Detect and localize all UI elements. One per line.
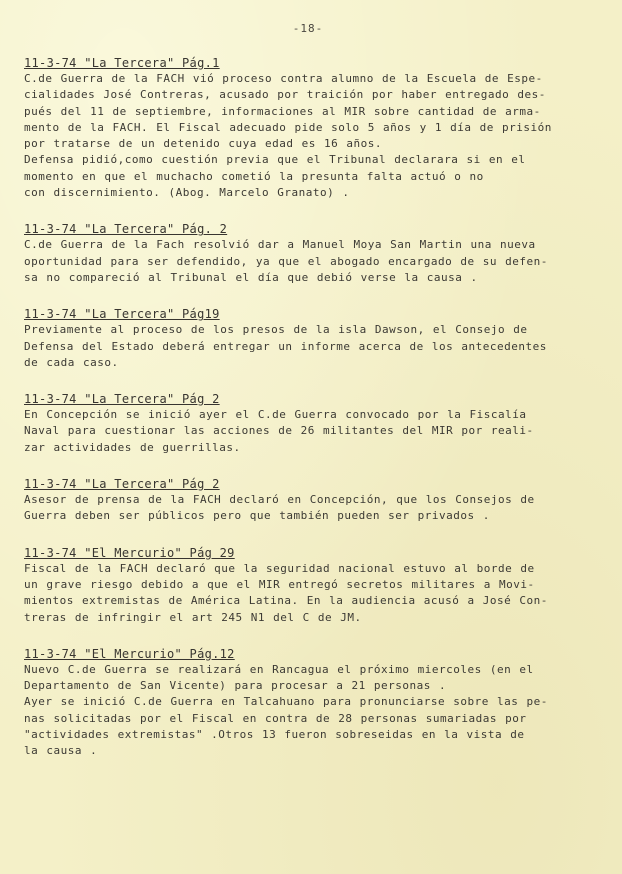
entry-heading: 11-3-74 "La Tercera" Pág19 [24, 307, 220, 322]
news-entry [24, 221, 592, 286]
news-entry [24, 646, 592, 760]
news-entry [24, 391, 592, 456]
entry-heading: 11-3-74 "El Mercurio" Pág 29 [24, 545, 235, 560]
entry-heading: 11-3-74 "El Mercurio" Pág.12 [24, 646, 235, 661]
entry-body: Fiscal de la FACH declaró que la seguridad nacional estuvo al borde de un grave riesgo debido a que el MIR entregó secretos militares a Movi- mientos extremistas de América Latina. En la audiencia acusó a José Con- treras de infringir el art 245 N1 del C de JM. [24, 561, 548, 624]
news-entry [24, 545, 592, 626]
entry-body: Nuevo C.de Guerra se realizará en Rancagua el próximo miercoles (en el Departamento de San Vicente) para procesar a 21 personas . Ayer se inició C.de Guerra en Talcahuano para pronunciarse sobre las pe- nas solicitadas por el Fiscal en contra de 28 personas sumariadas por "actividades extremistas" .Otros 13 fueron sobreseidas en la vista de la causa . [24, 662, 548, 758]
entry-body: Previamente al proceso de los presos de la isla Dawson, el Consejo de Defensa del Estado deberá entregar un informe acerca de los antecedentes de cada caso. [24, 323, 547, 369]
news-entry [24, 55, 592, 201]
entry-body: En Concepción se inició ayer el C.de Guerra convocado por la Fiscalía Naval para cuestionar las acciones de 26 militantes del MIR por reali- zar actividades de guerrillas. [24, 408, 534, 454]
entry-body: C.de Guerra de la FACH vió proceso contra alumno de la Escuela de Espe- cialidades José Contreras, acusado por traición por haber entregado des- pués del 11 de septiembre, informaciones al MIR sobre cantidad de arma- mento de la FACH. El Fiscal adecuado pide solo 5 años y 1 día de prisión por tratarse de un detenido cuya edad es 16 años. Defensa pidió,como cuestión previa que el Tribunal declarara si en el momento en que el muchacho cometió la presunta falta actuó o no con discernimiento. (Abog. Marcelo Granato) . [24, 72, 552, 200]
entry-heading: 11-3-74 "La Tercera" Pág. 2 [24, 222, 228, 237]
entry-body: C.de Guerra de la Fach resolvió dar a Manuel Moya San Martin una nueva oportunidad para ser defendido, ya que el abogado encargado de su defen- sa no compareció al Tribunal el día que debió verse la causa . [24, 238, 548, 284]
entry-heading: 11-3-74 "La Tercera" Pág 2 [24, 477, 220, 492]
news-entry [24, 476, 592, 525]
entry-body: Asesor de prensa de la FACH declaró en Concepción, que los Consejos de Guerra deben ser públicos pero que también pueden ser privados . [24, 493, 535, 523]
entry-heading: 11-3-74 "La Tercera" Pág.1 [24, 56, 220, 70]
page-number: -18- [292, 22, 324, 35]
entry-heading: 11-3-74 "La Tercera" Pág 2 [24, 392, 220, 407]
news-entry [24, 306, 592, 371]
